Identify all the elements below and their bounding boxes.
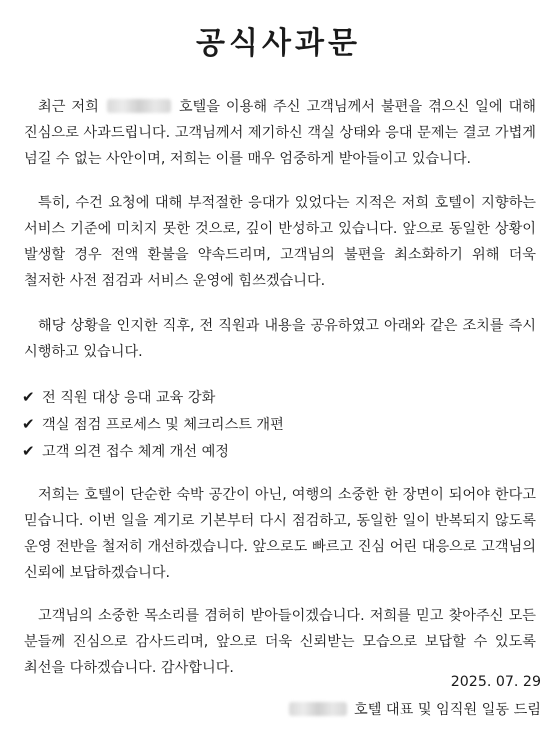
check-item — [22, 384, 534, 411]
document-title: 공식사과문 — [196, 26, 361, 61]
paragraph-closing: 고객님의 소중한 목소리를 겸허히 받아들이겠습니다. 저희를 믿고 찾아주신 모든 분들께 진심으로 감사드리며, 앞으로 더욱 신뢰받는 모습으로 보답할 수 있도록 최선을 다하겠습니다. 감사합니다. — [24, 608, 536, 676]
intro-text-after: 호텔을 이용해 주신 고객님께서 불편을 겪으신 일에 대해 진심으로 사과드립니다. 고객님께서 제기하신 객실 상태와 응대 문제는 결코 가볍게 넘길 수 없는 사안이며, 저희는 이를 매우 엄중하게 받아들이고 있습니다. — [24, 99, 536, 167]
document-date: 2025. 07. 29 — [450, 674, 541, 690]
check-item — [22, 438, 534, 465]
paragraph-intro — [24, 94, 536, 172]
check-item-text: 전 직원 대상 응대 교육 강화 — [42, 390, 216, 406]
paragraph-reflection: 특히, 수건 요청에 대해 부적절한 응대가 있었다는 지적은 저희 호텔이 지향하는 서비스 기준에 미치지 못한 것으로, 깊이 반성하고 있습니다. 앞으로 동일한 상황이 발생할 경우 전액 환불을 약속드리며, 고객님의 불편을 최소화하기 위해 더욱 철저한 사전 점검과 서비스 운영에 힘쓰겠습니다. — [24, 195, 536, 289]
action-checklist — [22, 384, 534, 465]
redacted-hotel-name-signature — [289, 702, 347, 716]
paragraph-commitment: 저희는 호텔이 단순한 숙박 공간이 아닌, 여행의 소중한 한 장면이 되어야 한다고 믿습니다. 이번 일을 계기로 기본부터 다시 점검하고, 동일한 일이 반복되지 않도록 운영 전반을 철저히 개선하겠습니다. 앞으로도 빠르고 진심 어린 대응으로 고객님의 신뢰에 보답하겠습니다. — [24, 487, 536, 581]
document-signature — [287, 697, 541, 723]
check-item — [22, 411, 534, 438]
check-item-text: 객실 점검 프로세스 및 체크리스트 개편 — [42, 417, 284, 433]
paragraph-actions-intro: 해당 상황을 인지한 직후, 전 직원과 내용을 공유하였고 아래와 같은 조치를 즉시 시행하고 있습니다. — [24, 318, 536, 360]
check-item-text: 고객 의견 접수 체계 개선 예정 — [42, 444, 230, 460]
checkmark-icon: ✔ — [22, 415, 35, 433]
checkmark-icon: ✔ — [22, 442, 35, 460]
intro-text-before: 최근 저희 — [38, 99, 99, 115]
redacted-hotel-name — [107, 99, 171, 113]
checkmark-icon: ✔ — [22, 388, 35, 406]
signature-text: 호텔 대표 및 임직원 일동 드림 — [353, 702, 541, 718]
